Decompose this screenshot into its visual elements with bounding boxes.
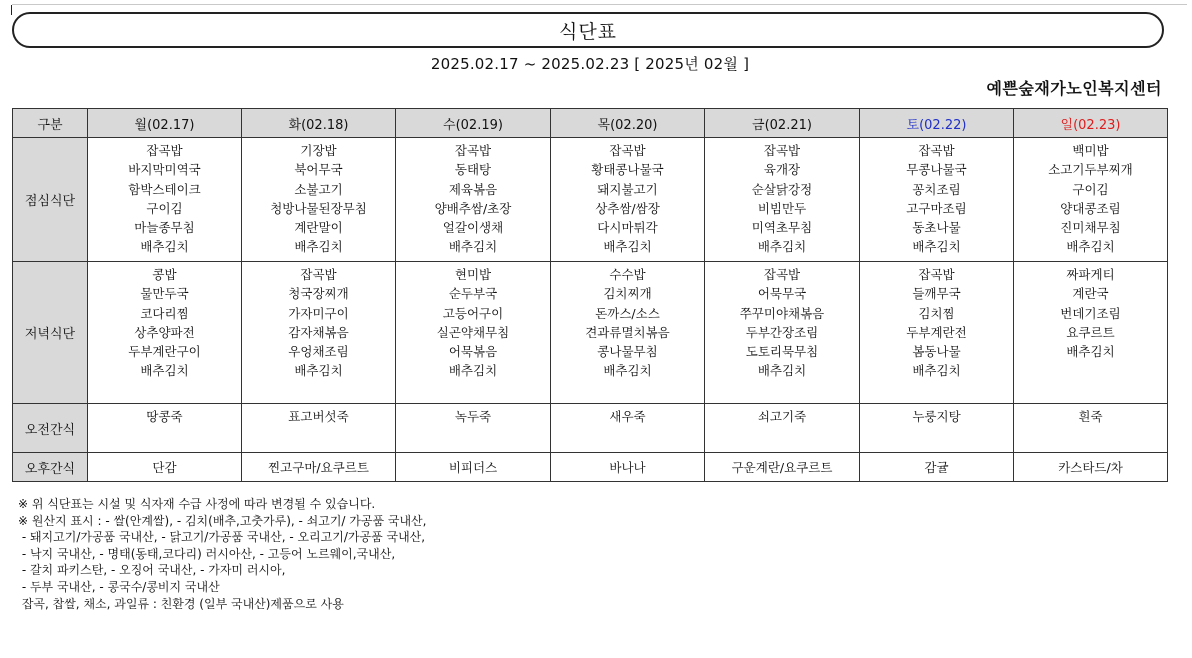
dish-item: 상추양파전 (134, 324, 195, 340)
dish-item: 기장밥 (300, 143, 337, 158)
menu-cell (88, 262, 242, 404)
dish-item: 요쿠르트 (1066, 324, 1115, 340)
dish-item: 함박스테이크 (128, 181, 201, 197)
notes-section (18, 496, 426, 612)
snack-cell: 감귤 (860, 453, 1014, 482)
dish-item: 돼지불고기 (597, 181, 658, 197)
dish-item: 잡곡밥 (146, 143, 183, 158)
dish-item: 배추김치 (294, 363, 343, 379)
menu-cell (396, 262, 551, 404)
dish-item: 육개장 (763, 162, 801, 178)
menu-period: 2025.02.17 ~ 2025.02.23 [ 2025년 02월 ] (430, 55, 750, 73)
text-cursor (11, 5, 12, 15)
dish-item: 배추김치 (1066, 239, 1115, 255)
dish-item: 잡곡밥 (763, 143, 801, 158)
snack-cell: 표고버섯죽 (242, 404, 396, 453)
dish-item: 감자채볶음 (288, 324, 349, 340)
header-row (13, 109, 1168, 138)
meal-rows (13, 138, 1168, 482)
dish-item: 배추김치 (603, 363, 652, 379)
dish-item: 잡곡밥 (454, 143, 492, 158)
dish-item: 김치찜 (918, 305, 955, 321)
dish-item: 김치찌개 (603, 286, 652, 302)
dish-item: 수수밥 (609, 267, 646, 282)
menu-cell (705, 138, 860, 262)
note-line: - 두부 국내산, - 콩국수/콩비지 국내산 (18, 579, 220, 594)
lunch-row (13, 138, 1168, 262)
dish-item: 배추김치 (448, 239, 498, 255)
morning-snack-row (13, 404, 1168, 453)
dish-item: 순살닭강정 (751, 181, 813, 197)
dish-item: 두부간장조림 (745, 324, 819, 340)
dish-item: 잡곡밥 (763, 267, 801, 282)
dish-item: 가자미구이 (288, 305, 349, 321)
dish-item: 황태콩나물국 (591, 162, 664, 178)
dish-item: 마늘종무침 (134, 220, 195, 236)
menu-cell (860, 138, 1014, 262)
dish-item: 순두부국 (448, 286, 498, 302)
note-line: - 돼지고기/가공품 국내산, - 닭고기/가공품 국내산, - 오리고기/가공품 국내산, (18, 530, 426, 545)
row-header: 오전간식 (13, 404, 88, 453)
dish-item: 배추김치 (912, 239, 961, 255)
row-header: 저녁식단 (13, 262, 88, 404)
day-header-saturday: 토(02.22) (860, 109, 1014, 138)
day-header: 월(02.17) (88, 109, 242, 138)
dish-item: 배추김치 (1066, 344, 1115, 360)
day-header: 금(02.21) (705, 109, 860, 138)
dish-item: 백미밥 (1072, 143, 1109, 158)
dish-item: 들깨무국 (912, 286, 961, 302)
afternoon-snack-row (13, 453, 1168, 482)
dish-item: 꽁치조림 (912, 181, 961, 197)
dish-item: 소고기두부찌개 (1048, 162, 1133, 178)
dish-item: 잡곡밥 (918, 267, 955, 282)
dish-item: 다시마튀각 (597, 220, 658, 236)
note-line: ※ 원산지 표시 : - 쌀(안계쌀), - 김치(배추,고춧가루), - 쇠고기/ 가공품 국내산, (18, 513, 427, 528)
dish-item: 배추김치 (448, 363, 498, 379)
page-title (12, 12, 1164, 48)
menu-cell (1014, 138, 1168, 262)
dish-item: 배추김치 (603, 239, 652, 255)
menu-cell (242, 262, 396, 404)
dish-item: 동태탕 (454, 162, 492, 178)
dish-item: 물만두국 (140, 286, 189, 302)
dish-item: 배추김치 (140, 363, 189, 379)
organization-name: 예쁜숲재가노인복지센터 (986, 79, 1162, 98)
dish-item: 미역초무침 (751, 220, 813, 236)
menu-cell (1014, 262, 1168, 404)
snack-cell: 흰죽 (1014, 404, 1168, 453)
dish-item: 두부계란구이 (128, 344, 201, 360)
dish-item: 북어무국 (294, 162, 343, 178)
menu-cell (705, 262, 860, 404)
dish-item: 구이김 (146, 200, 183, 216)
weekly-menu-table (12, 108, 1168, 482)
dish-item: 배추김치 (294, 239, 343, 255)
snack-cell: 땅콩죽 (88, 404, 242, 453)
snack-cell: 찐고구마/요쿠르트 (242, 453, 396, 482)
dish-item: 계란국 (1072, 286, 1109, 302)
dish-item: 청방나물된장무침 (270, 200, 367, 216)
dish-item: 어묵볶음 (448, 344, 498, 360)
dish-item: 양배추쌈/초장 (434, 200, 512, 216)
dish-item: 구이김 (1072, 181, 1109, 197)
dish-item: 콩밥 (152, 267, 177, 282)
snack-cell: 쇠고기죽 (705, 404, 860, 453)
menu-cell (88, 138, 242, 262)
dish-item: 배추김치 (757, 239, 807, 255)
dish-item: 양대콩조림 (1060, 200, 1121, 216)
dish-item: 바지막미역국 (128, 162, 201, 178)
row-header: 오후간식 (13, 453, 88, 482)
dish-item: 현미밥 (454, 267, 492, 282)
page-title-text: 식단표 (558, 20, 618, 43)
note-line: ※ 위 식단표는 시설 및 식자재 수급 사정에 따라 변경될 수 있습니다. (18, 497, 376, 511)
dish-item: 잡곡밥 (918, 143, 955, 158)
day-header-sunday: 일(02.23) (1014, 109, 1168, 138)
note-line: - 갈치 파키스탄, - 오징어 국내산, - 가자미 러시아, (18, 563, 286, 578)
dish-item: 얼갈이생채 (442, 220, 504, 236)
dish-item: 제육볶음 (448, 181, 498, 197)
dish-item: 진미채무침 (1060, 220, 1121, 236)
dish-item: 배추김치 (757, 363, 807, 379)
snack-cell: 녹두죽 (396, 404, 551, 453)
dish-item: 콩나물무침 (597, 344, 658, 360)
note-line: - 낙지 국내산, - 명태(동태,코다리) 러시아산, - 고등어 노르웨이,국내산, (18, 546, 396, 561)
dish-item: 견과류멸치볶음 (585, 324, 670, 340)
dish-item: 소불고기 (294, 181, 343, 197)
dish-item: 무콩나물국 (906, 162, 967, 178)
note-line: 잡곡, 찹쌀, 채소, 과일류 : 친환경 (일부 국내산)제품으로 사용 (18, 596, 344, 611)
dish-item: 돈까스/소스 (595, 305, 660, 321)
day-header: 수(02.19) (396, 109, 551, 138)
dish-item: 동초나물 (912, 220, 961, 236)
dinner-row (13, 262, 1168, 404)
snack-cell: 카스타드/차 (1014, 453, 1168, 482)
snack-cell: 바나나 (551, 453, 705, 482)
dish-item: 배추김치 (140, 239, 189, 255)
menu-cell (551, 262, 705, 404)
menu-cell (551, 138, 705, 262)
dish-item: 어묵무국 (757, 286, 807, 302)
dish-item: 계란말이 (294, 220, 343, 236)
dish-item: 잡곡밥 (609, 143, 646, 158)
dish-item: 고구마조림 (906, 200, 967, 216)
snack-cell: 구운계란/요쿠르트 (705, 453, 860, 482)
snack-cell: 비피더스 (396, 453, 551, 482)
dish-item: 짜파게티 (1066, 267, 1115, 282)
dish-item: 번데기조림 (1060, 305, 1121, 321)
snack-cell: 새우죽 (551, 404, 705, 453)
dish-item: 비빔만두 (757, 200, 807, 216)
menu-cell (242, 138, 396, 262)
top-border-line (12, 4, 1187, 5)
dish-item: 고등어구이 (442, 305, 504, 321)
menu-cell (860, 262, 1014, 404)
dish-item: 봄동나물 (912, 344, 961, 360)
corner-header: 구분 (13, 109, 88, 138)
dish-item: 도토리묵무침 (745, 344, 819, 360)
dish-item: 상추쌈/쌈장 (595, 200, 660, 216)
snack-cell: 누룽지탕 (860, 404, 1014, 453)
row-header: 점심식단 (13, 138, 88, 262)
snack-cell: 단감 (88, 453, 242, 482)
dish-item: 두부계란전 (906, 324, 967, 340)
dish-item: 쭈꾸미야채볶음 (739, 305, 825, 321)
dish-item: 코다리찜 (140, 305, 189, 321)
dish-item: 우엉채조림 (288, 344, 349, 360)
day-header: 화(02.18) (242, 109, 396, 138)
dish-item: 실곤약채무침 (436, 324, 510, 340)
menu-cell (396, 138, 551, 262)
dish-item: 배추김치 (912, 363, 961, 379)
dish-item: 잡곡밥 (300, 267, 337, 282)
dish-item: 청국장찌개 (288, 286, 349, 302)
day-header: 목(02.20) (551, 109, 705, 138)
